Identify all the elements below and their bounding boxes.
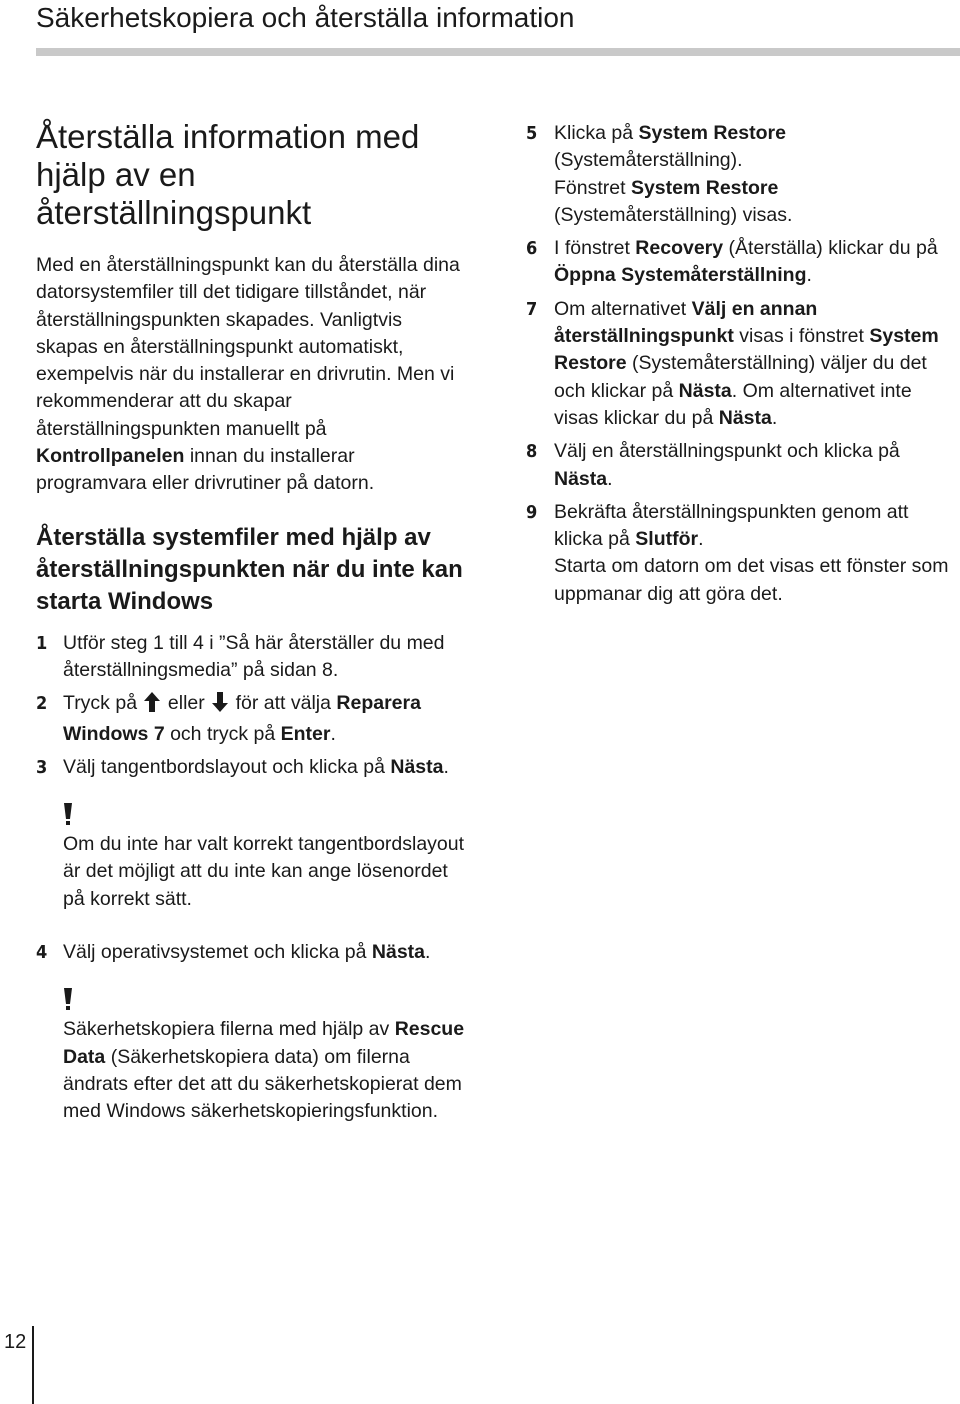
- step-text: Välj operativsystemet och klicka på Nästa.: [63, 941, 431, 964]
- step-7: [526, 296, 960, 432]
- page-title: Säkerhetskopiera och återställa information: [36, 2, 575, 33]
- step-number: 5: [526, 123, 538, 144]
- step-text: Tryck på eller för att välja Reparera Windows 7 och tryck på Enter.: [63, 692, 421, 745]
- control-panel-term: Kontrollpanelen: [36, 445, 185, 468]
- step-text: Utför steg 1 till 4 i ”Så här återställer du med återställningsmedia” på sidan 8.: [63, 631, 445, 681]
- step-5: [526, 120, 960, 229]
- step-6: [526, 235, 960, 290]
- note-keyboard-layout: [63, 801, 468, 913]
- step-text: Bekräfta återställningspunkten genom att klicka på Slutför. Starta om datorn om det visas ett fönster som uppmanar dig att göra det.: [554, 500, 949, 605]
- step-number: 6: [526, 238, 538, 260]
- step-text: Om alternativet Välj en annan återställningspunkt visas i fönstret System Restore (Systemåterställning) väljer du det och klickar på Nästa. Om alternativet inte visas klickar du på Nästa.: [554, 297, 939, 429]
- step-8: [526, 438, 960, 493]
- left-column: [36, 118, 468, 1152]
- step-text: I fönstret Recovery (Återställa) klickar du på Öppna Systemåterställning.: [554, 237, 938, 287]
- step-number: 9: [526, 501, 538, 523]
- step-number: 1: [36, 632, 48, 654]
- step-number: 3: [36, 756, 48, 778]
- step-2: [36, 690, 468, 748]
- intro-paragraph: Med en återställningspunkt kan du återställa dina datorsystemfiler till det tidigare tillståndet, när återställningspunkten skapades. Vanligtvis skapas en återställningspunkt automatiskt, exempelvis när du installerar en drivrutin. Men vi rekommenderar att du skapar återställningspunkten manuellt på Kontrollpanelen innan du installerar programvara eller drivrutiner på datorn.: [36, 254, 460, 495]
- page-number: 12: [4, 1331, 27, 1353]
- step-number: 4: [36, 942, 48, 964]
- right-column: [526, 120, 960, 614]
- section-heading: Återställa information med hjälp av en återställningspunkt: [36, 118, 420, 231]
- subsection-heading: Återställa systemfiler med hjälp av återställningspunkten när du inte kan starta Windows: [36, 523, 463, 615]
- arrow-up-icon: [144, 692, 160, 720]
- step-9: [526, 499, 960, 608]
- step-text: Klicka på System Restore (Systemåterställning). Fönstret System Restore (Systemåterställning) visas.: [554, 122, 793, 226]
- step-4: [36, 939, 468, 966]
- step-text: Välj en återställningspunkt och klicka på Nästa.: [554, 440, 900, 490]
- exclamation-icon: [63, 801, 73, 827]
- note-text: Säkerhetskopiera filerna med hjälp av Rescue Data (Säkerhetskopiera data) om filerna ändrats efter det att du säkerhetskopierat dem med Windows säkerhetskopieringsfunktion.: [63, 1018, 465, 1123]
- title-divider: [36, 48, 960, 56]
- step-number: 7: [526, 298, 538, 320]
- exclamation-icon: [63, 986, 73, 1012]
- step-text: Välj tangentbordslayout och klicka på Nästa.: [63, 755, 449, 778]
- step-3: [36, 754, 468, 781]
- step-1: [36, 630, 468, 685]
- step-number: 2: [36, 693, 48, 715]
- page-number-rule: [32, 1326, 34, 1404]
- note-rescue-data: [63, 986, 468, 1125]
- note-text: Om du inte har valt korrekt tangentbordslayout är det möjligt att du inte kan ange lösenordet på korrekt sätt.: [63, 833, 465, 910]
- step-number: 8: [526, 441, 538, 463]
- arrow-down-icon: [212, 692, 228, 720]
